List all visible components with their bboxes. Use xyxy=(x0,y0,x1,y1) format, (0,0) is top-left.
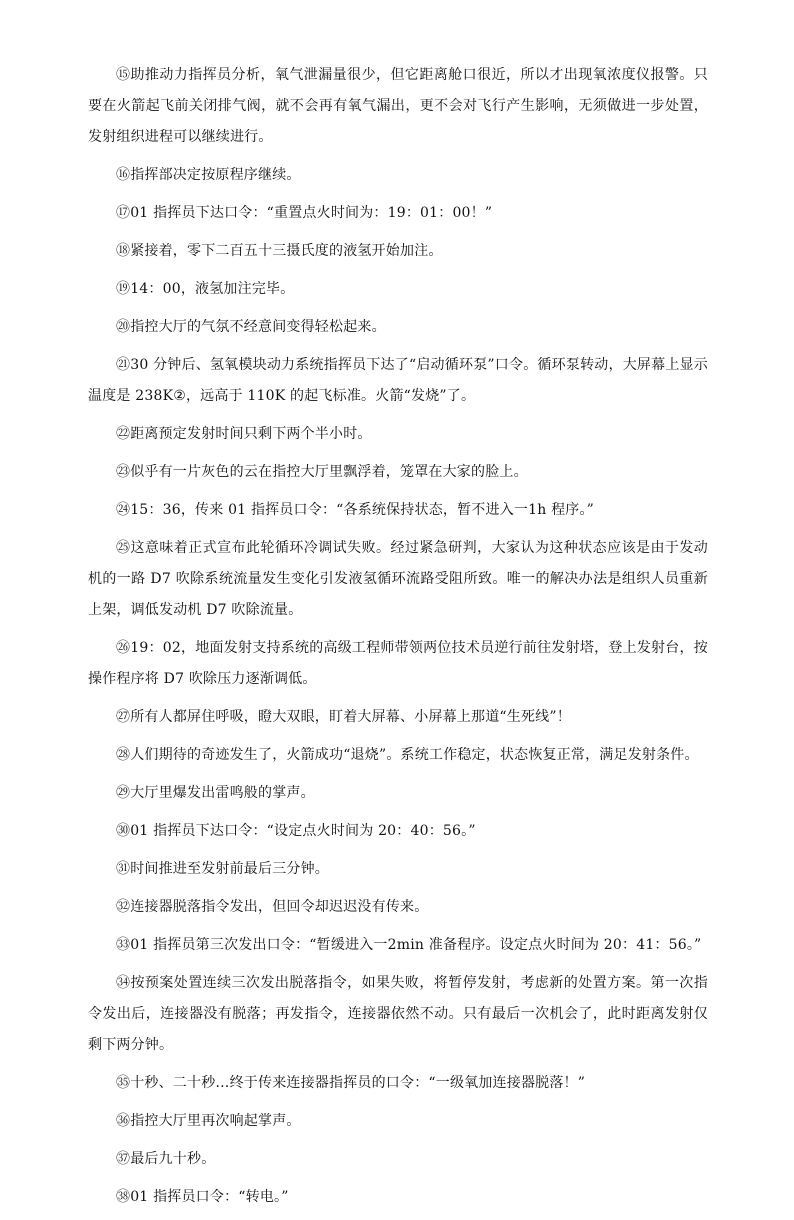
paragraph-25: ㉕这意味着正式宣布此轮循环冷调试失败。经过紧急研判，大家认为这种状态应该是由于发动机的一路 D7 吹除系统流量发生变化引发液氢循环流路受阻所致。唯一的解决办法是组织人员重新上架，调低发动机 D7 吹除流量。 xyxy=(88,540,708,618)
paragraph-24: ㉔15：36，传来 01 指挥员口令：“各系统保持状态，暂不进入一1h 程序。” xyxy=(116,502,595,518)
paragraph-28: ㉘人们期待的奇迹发生了，火箭成功“退烧”。系统工作稳定，状态恢复正常，满足发射条件。 xyxy=(116,747,699,763)
paragraph-30: ㉚01 指挥员下达口令：“设定点火时间为 20：40：56。” xyxy=(116,823,476,839)
paragraph-32: ㉜连接器脱落指令发出，但回令却迟迟没有传来。 xyxy=(116,899,429,915)
paragraph-23: ㉓似乎有一片灰色的云在指控大厅里飘浮着，笼罩在大家的脸上。 xyxy=(116,464,528,480)
paragraph-20: ⑳指控大厅的气氛不经意间变得轻松起来。 xyxy=(116,319,386,335)
document-body xyxy=(88,60,708,1220)
paragraph-34: ㉞按预案处置连续三次发出脱落指令，如果失败，将暂停发射，考虑新的处置方案。第一次指令发出后，连接器没有脱落；再发指令，连接器依然不动。只有最后一次机会了，此时距离发射仅剩下两分钟。 xyxy=(88,975,708,1053)
paragraph-27: ㉗所有人都屏住呼吸，瞪大双眼，盯着大屏幕、小屏幕上那道“生死线”！ xyxy=(116,709,571,725)
paragraph-17: ⑰01 指挥员下达口令：“重置点火时间为：19：01：00！” xyxy=(116,205,493,221)
paragraph-29: ㉙大厅里爆发出雷鸣般的掌声。 xyxy=(116,785,315,801)
paragraph-26: ㉖19：02，地面发射支持系统的高级工程师带领两位技术员逆行前往发射塔，登上发射台，按操作程序将 D7 吹除压力逐渐调低。 xyxy=(88,640,708,687)
paragraph-16: ⑯指挥部决定按原程序继续。 xyxy=(116,167,301,183)
paragraph-18: ⑱紧接着，零下二百五十三摄氏度的液氢开始加注。 xyxy=(116,243,443,259)
paragraph-22: ㉒距离预定发射时间只剩下两个半小时。 xyxy=(116,426,372,442)
paragraph-15: ⑮助推动力指挥员分析，氧气泄漏量很少，但它距离舱口很近，所以才出现氧浓度仪报警。只要在火箭起飞前关闭排气阀，就不会再有氧气漏出，更不会对飞行产生影响，无须做进一步处置，发射组织进程可以继续进行。 xyxy=(88,67,708,145)
paragraph-37: ㊲最后九十秒。 xyxy=(116,1151,216,1167)
paragraph-38: ㊳01 指挥员口令：“转电。” xyxy=(116,1189,289,1205)
paragraph-33: ㉝01 指挥员第三次发出口令：“暂缓进入一2min 准备程序。设定点火时间为 20：41：56。” xyxy=(116,937,702,953)
paragraph-21: ㉑30 分钟后、氢氧模块动力系统指挥员下达了“启动循环泵”口令。循环泵转动，大屏幕上显示温度是 238K②，远高于 110K 的起飞标准。火箭“发烧”了。 xyxy=(88,357,708,404)
paragraph-31: ㉛时间推进至发射前最后三分钟。 xyxy=(116,861,329,877)
paragraph-36: ㊱指控大厅里再次响起掌声。 xyxy=(116,1113,301,1129)
paragraph-19: ⑲14：00，液氢加注完毕。 xyxy=(116,281,295,297)
paragraph-35: ㉟十秒、二十秒…终于传来连接器指挥员的口令：“一级氧加连接器脱落！” xyxy=(116,1075,586,1091)
